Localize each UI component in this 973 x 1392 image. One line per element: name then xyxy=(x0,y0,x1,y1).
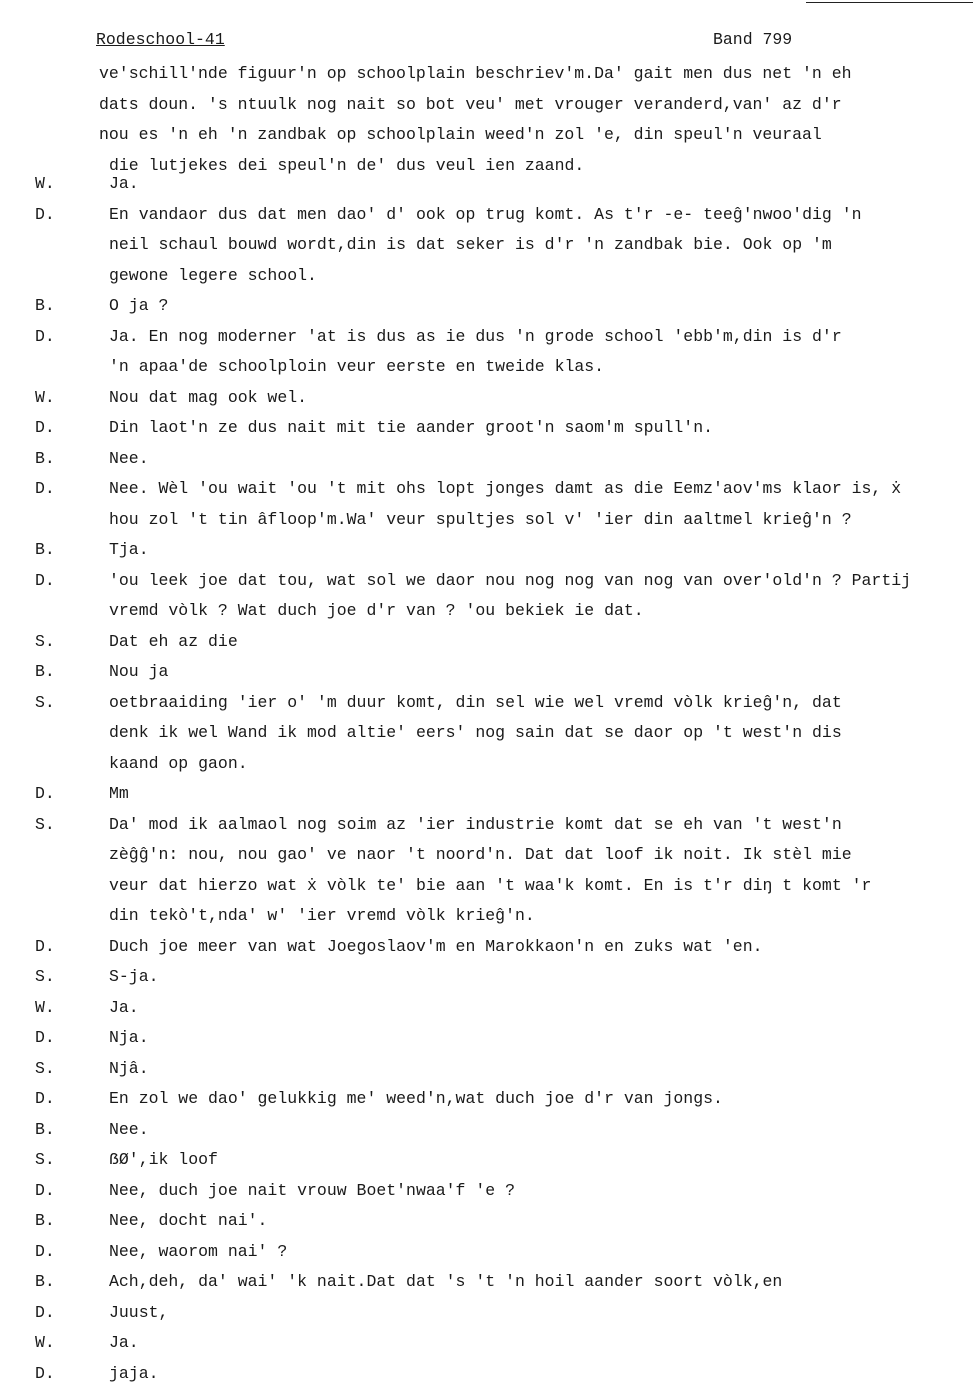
utterance-line: neil schaul bouwd wordt,din is dat seker is d'r 'n zandbak bie. Ook op 'm xyxy=(109,235,832,254)
speaker-label: D. xyxy=(35,570,55,590)
dialogue-turn xyxy=(35,1145,965,1176)
utterance xyxy=(109,810,965,932)
utterance xyxy=(109,932,965,963)
speaker-label: S. xyxy=(35,692,55,712)
utterance-line: gewone legere school. xyxy=(109,265,317,285)
transcript-id: Rodeschool-41 xyxy=(96,30,225,49)
utterance xyxy=(109,322,965,383)
speaker-label: D. xyxy=(35,1028,55,1047)
dialogue-turn xyxy=(35,1054,965,1085)
utterance xyxy=(109,1328,965,1359)
utterance xyxy=(109,444,965,475)
utterance-line: En zol we dao' gelukkig me' weed'n,wat duch joe d'r van jongs. xyxy=(109,1089,723,1108)
utterance-line: O ja ? xyxy=(109,296,169,315)
utterance xyxy=(109,1237,965,1268)
speaker-label: D. xyxy=(35,1089,55,1108)
utterance xyxy=(109,1176,965,1207)
intro-paragraph xyxy=(99,59,959,181)
dialogue-turn xyxy=(35,1023,965,1054)
utterance-line: denk ik wel Wand ik mod altie' eers' nog sain dat se daor op 't west'n dis xyxy=(109,723,842,742)
dialogue-turn xyxy=(35,1298,965,1329)
intro-line: nou es 'n eh 'n zandbak op schoolplain weed'n zol 'e, din speul'n veuraal xyxy=(99,125,822,144)
utterance-line: Ja. En nog moderner 'at is dus as ie dus 'n grode school 'ebb'm,din is d'r xyxy=(109,326,842,346)
utterance-line: En vandaor dus dat men dao' d' ook op trug komt. As t'r -e- teeĝ'nwoo'dig 'n xyxy=(109,204,862,224)
speaker-label: B. xyxy=(35,1272,55,1291)
speaker-label: B. xyxy=(35,1119,55,1139)
utterance-line: Nee. xyxy=(109,1119,149,1139)
utterance-line: Din laot'n ze dus nait mit tie aander groot'n saom'm spull'n. xyxy=(109,418,713,437)
speaker-label: D. xyxy=(35,1241,55,1261)
utterance-line: kaand op gaon. xyxy=(109,753,248,773)
speaker-label: D. xyxy=(35,326,55,346)
dialogue-turn xyxy=(35,1359,965,1390)
utterance xyxy=(109,291,965,322)
utterance-line: Nee, docht nai'. xyxy=(109,1211,268,1230)
dialogue-turn xyxy=(35,413,965,444)
utterance xyxy=(109,657,965,688)
utterance-line: Njâ. xyxy=(109,1058,149,1078)
dialogue-turn xyxy=(35,1328,965,1359)
dialogue-turn xyxy=(35,383,965,414)
speaker-label: D. xyxy=(35,1180,55,1200)
top-rule xyxy=(806,2,973,3)
utterance-line: S-ja. xyxy=(109,967,159,986)
utterance xyxy=(109,169,965,200)
utterance-line: ẞØ',ik loof xyxy=(109,1150,218,1169)
utterance xyxy=(109,566,965,627)
dialogue-turn xyxy=(35,962,965,993)
dialogue-turn xyxy=(35,1115,965,1146)
speaker-label: D. xyxy=(35,784,55,803)
utterance xyxy=(109,627,965,658)
dialogue-turn xyxy=(35,1267,965,1298)
utterance-line: Ach,deh, da' wai' 'k nait.Dat dat 's 't 'n hoil aander soort vòlk,en xyxy=(109,1272,783,1291)
dialogue-turn xyxy=(35,810,965,932)
speaker-label: B. xyxy=(35,540,55,559)
dialogue-turn xyxy=(35,1084,965,1115)
speaker-label: D. xyxy=(35,204,55,224)
speaker-label: S. xyxy=(35,967,55,986)
dialogue-turn xyxy=(35,1176,965,1207)
utterance-line: Nee, duch joe nait vrouw Boet'nwaa'f 'e ? xyxy=(109,1180,515,1200)
dialogue-turn xyxy=(35,474,965,535)
dialogue-turn xyxy=(35,993,965,1024)
utterance-line: Mm xyxy=(109,784,129,803)
speaker-label: S. xyxy=(35,631,55,651)
dialogue-turn xyxy=(35,322,965,383)
dialogue-turn xyxy=(35,444,965,475)
utterance xyxy=(109,1359,965,1390)
speaker-label: B. xyxy=(35,662,55,681)
utterance-line: hou zol 't tin âfloop'm.Wa' veur spultjes sol v' 'ier din aaltmel krieĝ'n ? xyxy=(109,509,852,529)
utterance xyxy=(109,1298,965,1329)
page-header xyxy=(96,30,896,52)
utterance-line: Ja. xyxy=(109,174,139,193)
utterance-line: 'ou leek joe dat tou, wat sol we daor nou nog nog van nog van over'old'n ? Partij xyxy=(109,570,912,590)
speaker-label: S. xyxy=(35,814,55,834)
utterance xyxy=(109,1084,965,1115)
utterance-line: vremd vòlk ? Wat duch joe d'r van ? 'ou bekiek ie dat. xyxy=(109,601,644,620)
utterance xyxy=(109,1206,965,1237)
tape-label: Band 799 xyxy=(713,30,793,49)
dialogue-turn xyxy=(35,291,965,322)
utterance xyxy=(109,535,965,566)
speaker-label: W. xyxy=(35,174,55,193)
utterance-line: Ja. xyxy=(109,1333,139,1352)
utterance-line: Duch joe meer van wat Joegoslaov'm en Marokkaon'n en zuks wat 'en. xyxy=(109,936,763,956)
utterance xyxy=(109,688,965,780)
utterance-line: jaja. xyxy=(109,1363,159,1383)
utterance-line: Ja. xyxy=(109,997,139,1017)
utterance-line: Nja. xyxy=(109,1028,149,1047)
utterance-line: 'n apaa'de schoolploin veur eerste en tweide klas. xyxy=(109,357,605,376)
speaker-label: D. xyxy=(35,936,55,956)
utterance xyxy=(109,1023,965,1054)
utterance xyxy=(109,1115,965,1146)
speaker-label: B. xyxy=(35,448,55,468)
utterance-line: Nou ja xyxy=(109,662,169,681)
speaker-label: W. xyxy=(35,387,55,407)
utterance-line: Nee, waorom nai' ? xyxy=(109,1241,288,1261)
dialogue-turn xyxy=(35,932,965,963)
utterance xyxy=(109,200,965,292)
utterance xyxy=(109,383,965,414)
intro-line: die lutjekes dei speul'n de' dus veul ien zaand. xyxy=(109,155,585,175)
utterance-line: din tekò't,nda' w' 'ier vremd vòlk krieĝ'n. xyxy=(109,906,535,925)
speaker-label: B. xyxy=(35,296,55,315)
utterance xyxy=(109,993,965,1024)
speaker-label: D. xyxy=(35,418,55,437)
utterance xyxy=(109,1145,965,1176)
intro-line: dats doun. 's ntuulk nog nait so bot veu' met vrouger veranderd,van' az d'r xyxy=(99,94,842,114)
dialogue-turn xyxy=(35,535,965,566)
speaker-label: B. xyxy=(35,1211,55,1230)
dialogue-turn xyxy=(35,1237,965,1268)
dialogue-turn xyxy=(35,169,965,200)
utterance xyxy=(109,474,965,535)
intro-line: ve'schill'nde figuur'n op schoolplain beschriev'm.Da' gait men dus net 'n eh xyxy=(99,64,852,83)
utterance-line: Nee. Wèl 'ou wait 'ou 't mit ohs lopt jonges damt as die Eemz'aov'ms klaor is, ẋ xyxy=(109,479,902,498)
dialogue-turn xyxy=(35,657,965,688)
dialogue-turn xyxy=(35,779,965,810)
dialogue-turn xyxy=(35,200,965,292)
utterance xyxy=(109,1054,965,1085)
speaker-label: W. xyxy=(35,1333,55,1352)
utterance-line: Da' mod ik aalmaol nog soim az 'ier industrie komt dat se eh van 't west'n xyxy=(109,814,842,834)
speaker-label: D. xyxy=(35,1302,55,1322)
speaker-label: D. xyxy=(35,479,55,498)
utterance xyxy=(109,413,965,444)
dialogue-turn xyxy=(35,627,965,658)
dialogue-turn xyxy=(35,688,965,780)
speaker-label: W. xyxy=(35,997,55,1017)
utterance xyxy=(109,1267,965,1298)
dialogue-turn xyxy=(35,566,965,627)
utterance-line: zèĝĝ'n: nou, nou gao' ve naor 't noord'n. Dat dat loof ik noit. Ik stèl mie xyxy=(109,845,852,864)
utterance-line: Nou dat mag ook wel. xyxy=(109,387,308,407)
utterance-line: veur dat hierzo wat ẋ vòlk te' bie aan 't waa'k komt. En is t'r diŋ t komt 'r xyxy=(109,875,872,895)
utterance-line: Juust, xyxy=(109,1302,169,1322)
dialogue-turn xyxy=(35,1206,965,1237)
utterance xyxy=(109,779,965,810)
speaker-label: S. xyxy=(35,1150,55,1169)
utterance-line: Tja. xyxy=(109,540,149,559)
dialogue-transcript xyxy=(35,169,965,1389)
speaker-label: S. xyxy=(35,1058,55,1078)
utterance-line: oetbraaiding 'ier o' 'm duur komt, din sel wie wel vremd vòlk krieĝ'n, dat xyxy=(109,692,842,712)
speaker-label: D. xyxy=(35,1363,55,1383)
utterance xyxy=(109,962,965,993)
utterance-line: Dat eh az die xyxy=(109,631,238,651)
utterance-line: Nee. xyxy=(109,448,149,468)
